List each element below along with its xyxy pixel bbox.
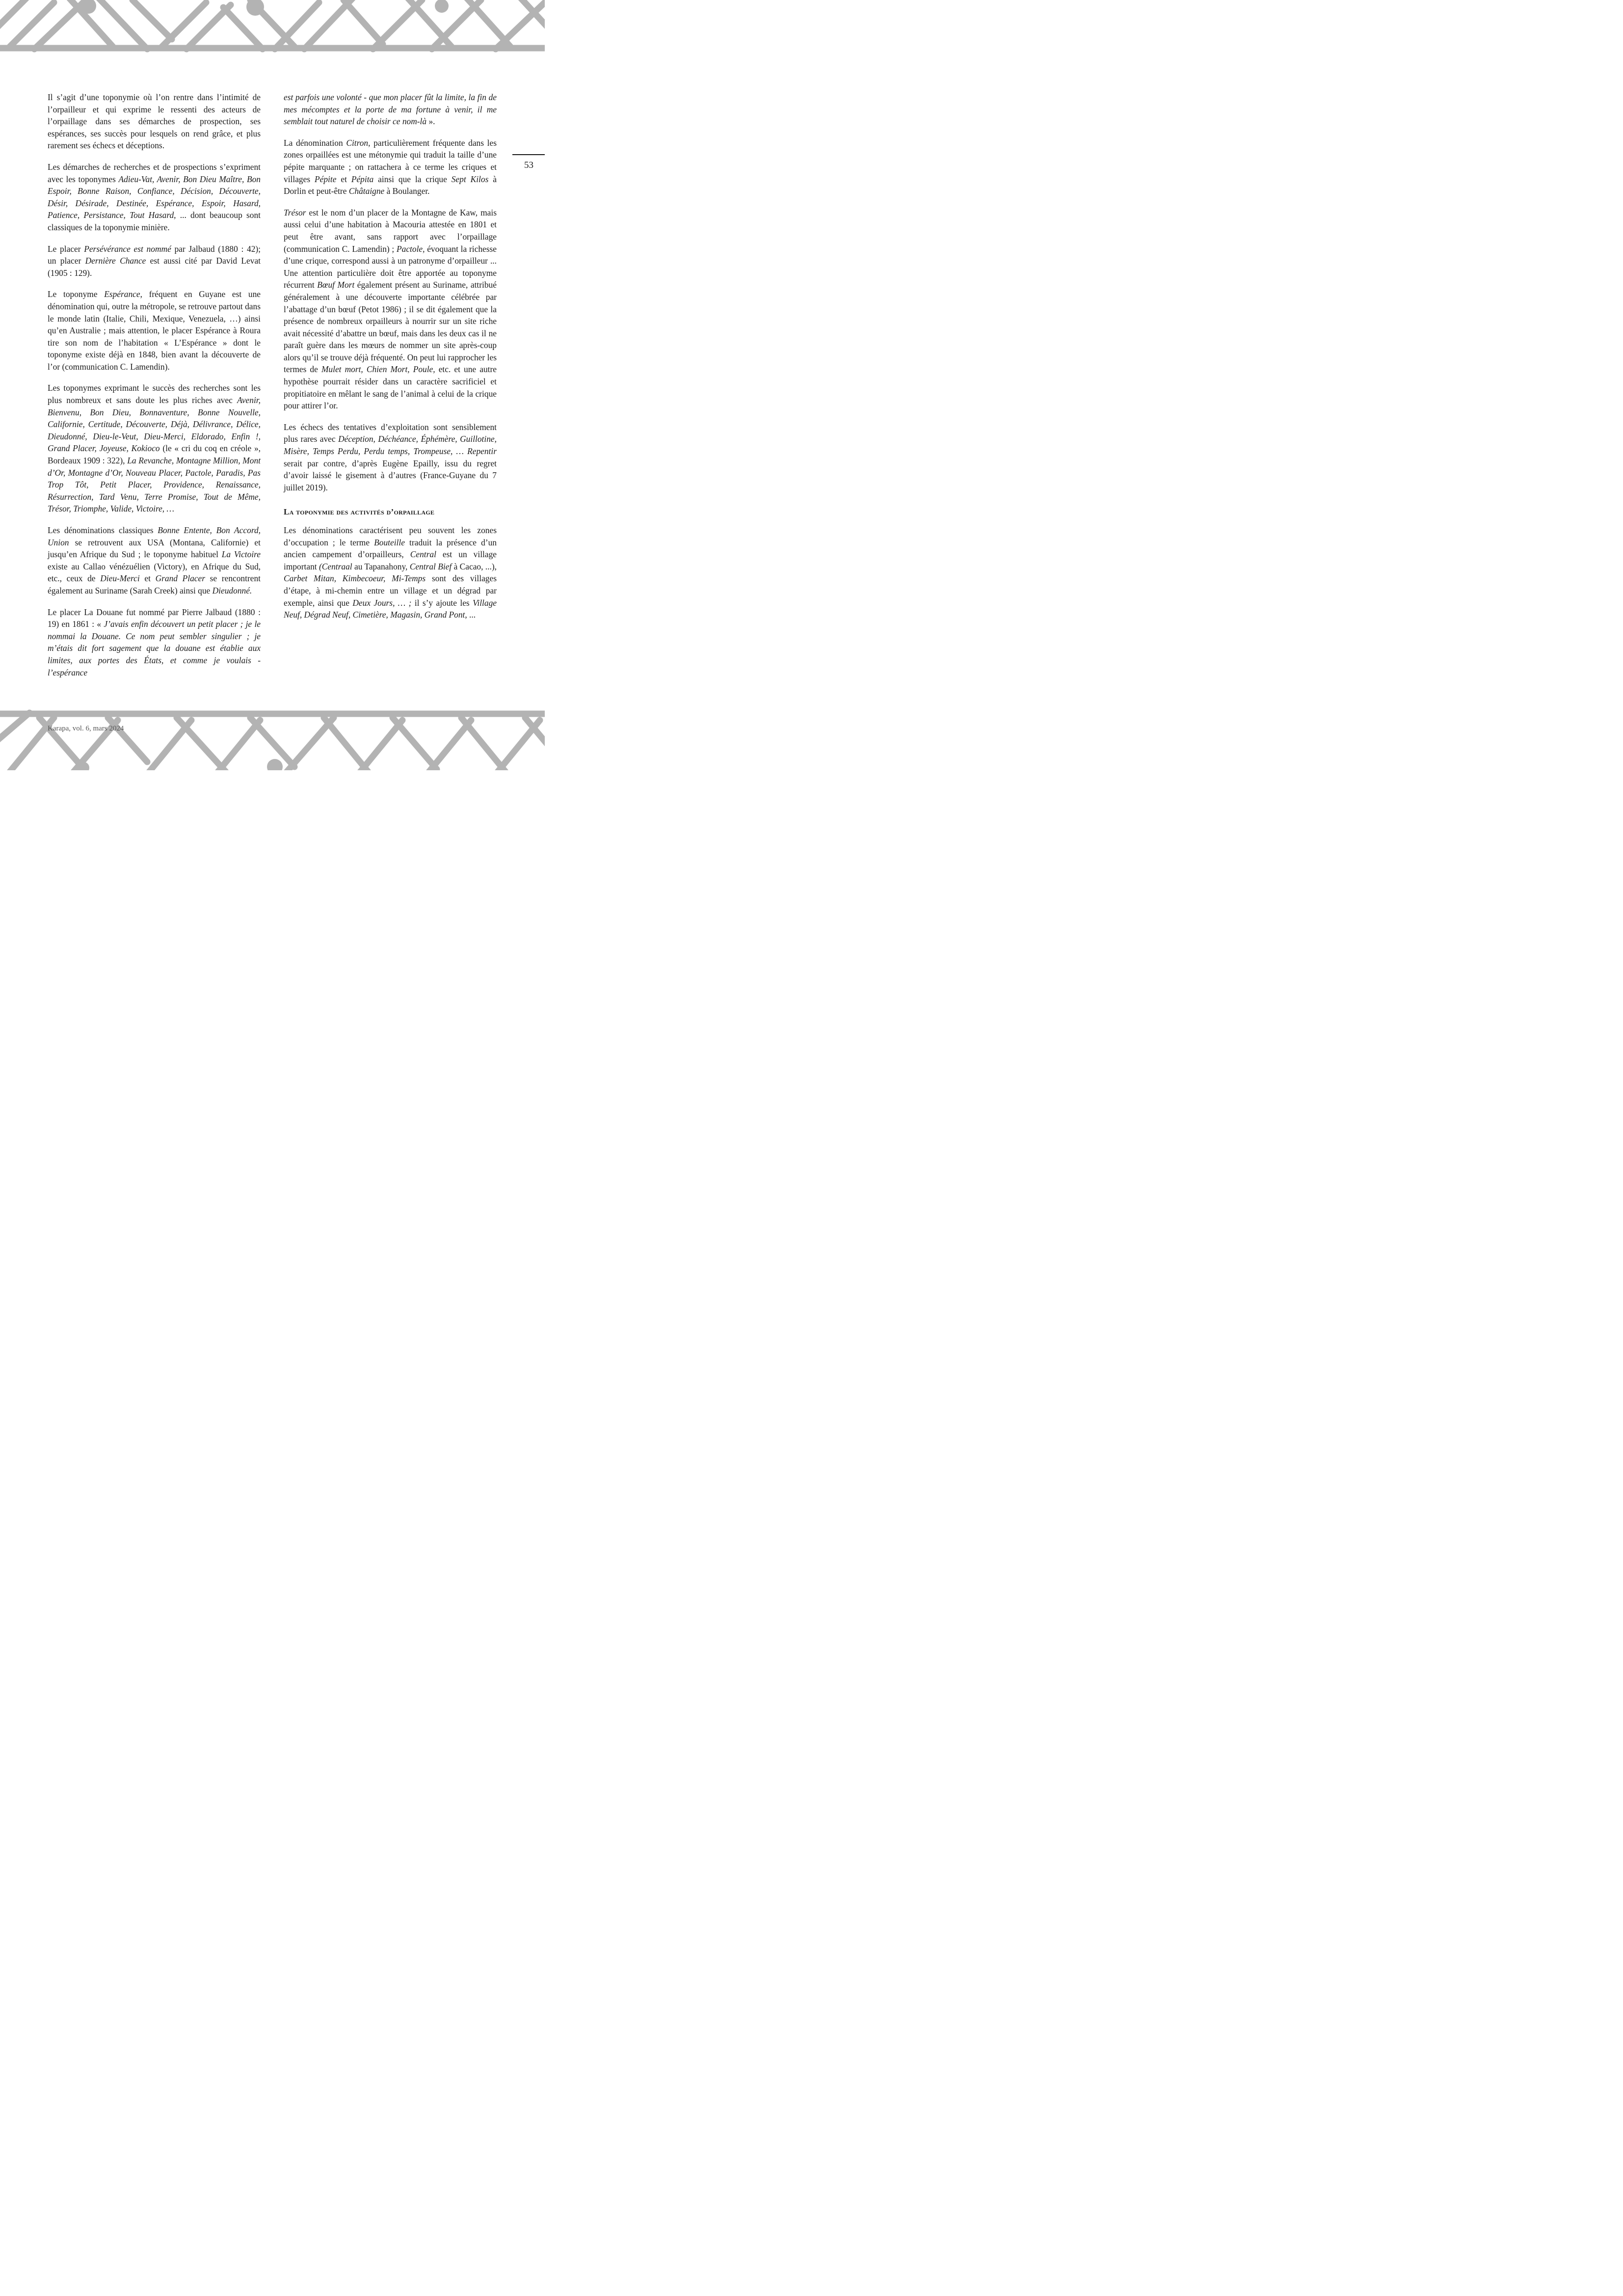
paragraph: Les dénominations classiques Bonne Entente, Bon Accord, Union se retrouvent aux USA (Montana, Californie) et jusqu’en Afrique du Sud ; le toponyme habituel La Victoire existe au Callao vénézuélien (Victory), en Afrique du Sud, etc., ceux de Dieu-Merci et Grand Placer se rencontrent également au Suriname (Sarah Creek) ainsi que Dieudonné.	[48, 525, 261, 595]
paragraph: Le toponyme Espérance, fréquent en Guyane est une dénomination qui, outre la métropole, se retrouve partout dans le monde latin (Italie, Chili, Mexique, Venezuela, …) ainsi qu’en Australie ; mais attention, le placer Espérance à Roura tire son nom de l’habitation « L’Espérance » dont le toponyme existe déjà en 1848, bien avant la découverte de l’or (communication C. Lamendin).	[48, 289, 261, 372]
paragraph: Les démarches de recherches et de prospections s’expriment avec les toponymes Adieu-Vat, Avenir, Bon Dieu Maître, Bon Espoir, Bonne Raison, Confiance, Décision, Découverte, Désir, Désirade, Destinée, Espérance, Espoir, Hasard, Patience, Persistance, Tout Hasard, ... dont beaucoup sont classiques de la toponymie minière.	[48, 162, 261, 232]
paragraph: Le placer Persévérance est nommé par Jalbaud (1880 : 42); un placer Dernière Chance est aussi cité par David Levat (1905 : 129).	[48, 243, 261, 278]
paragraph: Le placer La Douane fut nommé par Pierre Jalbaud (1880 : 19) en 1861 : « J’avais enfin découvert un petit placer ; je le nommai la Douane. Ce nom peut sembler singulier ; je m’étais dit fort sagement que la douane est établie aux limites, aux portes des États, et comme je voulais - l’espérance	[48, 607, 261, 677]
left-column	[48, 91, 261, 688]
paragraph: Les échecs des tentatives d’exploitation sont sensiblement plus rares avec Déception, Déchéance, Éphémère, Guillotine, Misère, Temps Perdu, Perdu temps, Trompeuse, … Repentir serait par contre, d’après Eugène Epailly, issu du regret d’avoir laissé le gisement à d’autres (France-Guyane du 7 juillet 2019).	[284, 422, 497, 492]
section-heading: La toponymie des activités d’orpaillage	[284, 507, 435, 517]
paragraph: Les toponymes exprimant le succès des recherches sont les plus nombreux et sans doute les plus riches avec Avenir, Bienvenu, Bon Dieu, Bonnaventure, Bonne Nouvelle, Californie, Certitude, Découverte, Déjà, Délivrance, Délice, Dieudonné, Dieu-le-Veut, Dieu-Merci, Eldorado, Enfin !, Grand Placer, Joyeuse, Kokioco (le « cri du coq en créole », Bordeaux 1909 : 322), La Revanche, Montagne Million, Mont d’Or, Montagne d’Or, Nouveau Placer, Pactole, Paradis, Pas Trop Tôt, Petit Placer, Providence, Renaissance, Résurrection, Tard Venu, Terre Promise, Tout de Même, Trésor, Triomphe, Valide, Victoire, …	[48, 383, 261, 514]
paragraph: Trésor est le nom d’un placer de la Montagne de Kaw, mais aussi celui d’une habitation à Macouria attestée en 1801 et peut être avant, sans rapport avec l’orpaillage (communication C. Lamendin) ; Pactole, évoquant la richesse d’une crique, correspond aussi à un patronyme d’orpailleur ... Une attention particulière doit être apportée au toponyme récurrent Bœuf Mort également présent au Suriname, attribué généralement à une découverte importante célébrée par l’abattage d’un bœuf (Petot 1986) ; il se dit également que la présence de nombreux orpailleurs à nourrir sur un site riche avait nécessité d’abattre un bœuf, mais dans les deux cas il ne paraît guère dans les mœurs de nommer un site après-coup alors qu’il se trouve déjà fréquenté. On peut lui rapprocher les termes de Mulet mort, Chien Mort, Poule, etc. et une autre hypothèse pourrait résider dans un caractère sacrificiel et propitiatoire en mêlant le sang de l’animal à celui de la crique pour attirer l’or.	[284, 207, 497, 411]
page-number: 53	[524, 160, 533, 170]
right-column	[284, 91, 497, 630]
decorative-top-band	[0, 0, 545, 55]
paragraph: est parfois une volonté - que mon placer fût la limite, la fin de mes mécomptes et la porte de ma fortune à venir, il me semblait tout naturel de choisir ce nom-là ».	[284, 92, 497, 127]
paragraph: La dénomination Citron, particulièrement fréquente dans les zones orpaillées est une métonymie qui traduit la taille d’une pépite marquante ; on rattachera à ce terme les criques et villages Pépite et Pépita ainsi que la crique Sept Kilos à Dorlin et peut-être Châtaigne à Boulanger.	[284, 137, 497, 196]
paragraph: Il s’agit d’une toponymie où l’on rentre dans l’intimité de l’orpailleur et qui exprime le ressenti des acteurs de l’orpaillage dans ses démarches de prospection, ses espérances, ses succès pour lesquels on rend grâce, et plus rarement ses échecs et déceptions.	[48, 92, 261, 151]
page-number-rule	[512, 154, 545, 155]
paragraph: Les dénominations caractérisent peu souvent les zones d’occupation ; le terme Bouteille traduit la présence d’un ancien campement d’orpailleurs, Central est un village important (Centraal au Tapanahony, Central Bief à Cacao, ...), Carbet Mitan, Kimbecoeur, Mi-Temps sont des villages d’étape, à mi-chemin entre un village et un dégrad par exemple, ainsi que Deux Jours, … ; il s’y ajoute les Village Neuf, Dégrad Neuf, Cimetière, Magasin, Grand Pont, ...	[284, 525, 497, 620]
decorative-bottom-band	[0, 708, 545, 770]
journal-footer: Karapa, vol. 6, mars 2024	[48, 725, 124, 732]
